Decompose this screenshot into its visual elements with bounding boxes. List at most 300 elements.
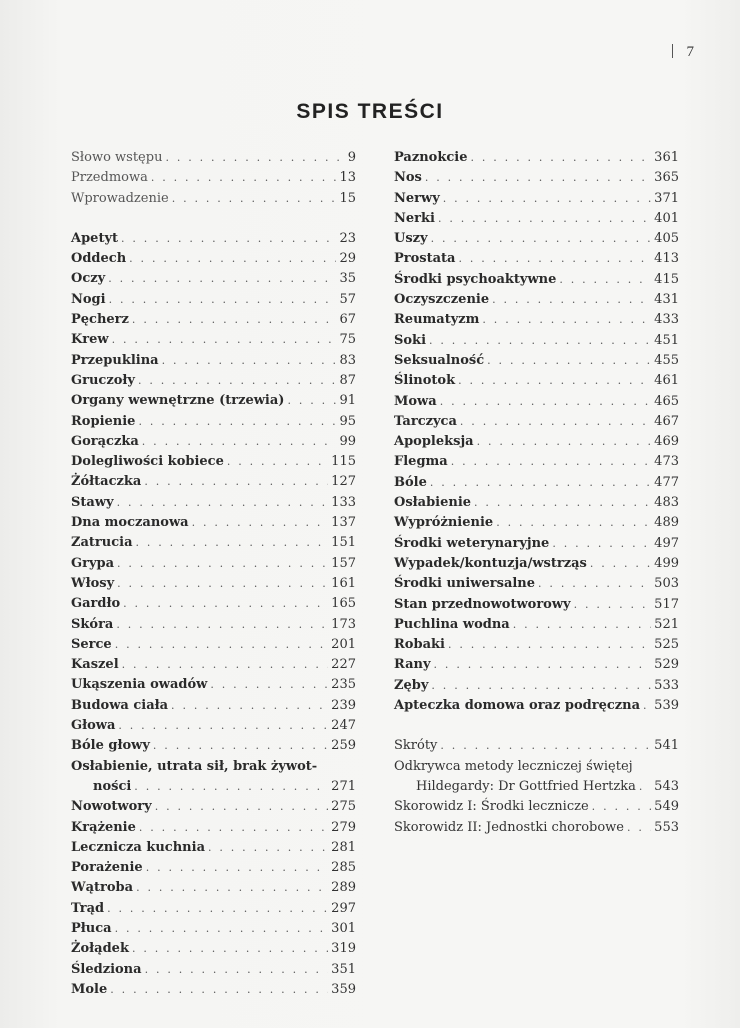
toc-entry-label: Paznokcie [394, 150, 468, 165]
toc-entry-label: Pęcherz [71, 312, 129, 328]
toc-entry-page: 115 [331, 454, 356, 470]
toc-entry[interactable] [394, 534, 679, 554]
toc-entry-page: 289 [331, 880, 356, 896]
toc-entry-label: Rany [394, 657, 431, 673]
toc-entry-page: 137 [331, 515, 356, 531]
toc-entry[interactable] [394, 473, 679, 493]
toc-leader-dots [134, 777, 328, 797]
toc-leader-dots [153, 736, 328, 756]
toc-entry[interactable] [71, 635, 356, 655]
toc-entry-label: Organy wewnętrzne (trzewia) [71, 393, 285, 409]
toc-entry-page: 161 [331, 575, 356, 591]
toc-entry-label: Stan przednowotworowy [394, 596, 571, 612]
toc-entry[interactable] [71, 269, 356, 289]
toc-leader-dots [132, 310, 337, 330]
toc-entry-label: Wypadek/kontuzja/wstrząs [394, 555, 587, 571]
toc-entry[interactable] [71, 716, 356, 736]
toc-leader-dots [552, 534, 651, 554]
toc-entry-label: Przedmowa [71, 170, 148, 186]
toc-entry[interactable] [71, 513, 356, 533]
toc-leader-dots [538, 574, 651, 594]
toc-entry-label: Nos [394, 170, 422, 186]
toc-entry-page: 465 [654, 393, 679, 409]
toc-entry[interactable] [394, 148, 679, 168]
toc-entry[interactable] [394, 513, 679, 533]
toc-left-column [71, 148, 356, 1000]
toc-entry-page: 461 [654, 373, 679, 389]
toc-leader-dots [487, 351, 651, 371]
toc-entry-label: Budowa ciała [71, 697, 169, 713]
toc-leader-dots [471, 148, 652, 168]
toc-entry[interactable] [71, 148, 356, 168]
toc-entry[interactable] [71, 919, 356, 939]
toc-entry-label: Skorowidz II: Jednostki chorobowe [394, 819, 625, 835]
toc-leader-dots [474, 493, 651, 513]
toc-entry-page: 529 [654, 657, 679, 673]
toc-entry[interactable] [71, 554, 356, 574]
toc-entry-page: 539 [654, 698, 679, 714]
toc-tail-list [71, 797, 356, 1000]
toc-leader-dots [142, 432, 337, 452]
toc-entry[interactable] [71, 452, 356, 472]
toc-entry-label: Środki uniwersalne [394, 576, 536, 592]
toc-leader-dots [592, 797, 652, 817]
toc-leader-dots [639, 777, 651, 797]
toc-entry-label-line2: ności [93, 778, 132, 794]
page-title: SPIS TREŚCI [296, 100, 444, 123]
toc-leader-dots [590, 554, 651, 574]
toc-leader-dots [438, 209, 651, 229]
toc-entry-page: 133 [331, 494, 356, 510]
toc-entry-page: 371 [654, 190, 679, 206]
toc-entry[interactable] [71, 899, 356, 919]
toc-entry-label: Lecznicza kuchnia [71, 839, 205, 855]
toc-leader-dots [227, 452, 328, 472]
toc-entry-label: Oczyszczenie [394, 292, 490, 308]
toc-entry-page: 473 [654, 454, 679, 470]
toc-leader-dots [136, 533, 329, 553]
toc-entry-page: 361 [654, 150, 679, 165]
toc-entry-label: Gorączka [71, 433, 139, 449]
toc-entry-page: 9 [347, 150, 356, 165]
toc-entry-page: 279 [331, 819, 356, 835]
toc-entry[interactable] [394, 595, 679, 615]
toc-leader-dots [287, 391, 336, 411]
toc-entry-label: Oddech [71, 251, 127, 267]
toc-entry-label: Skorowidz I: Środki lecznicze [394, 799, 589, 815]
toc-entry-page: 489 [654, 515, 679, 531]
toc-entry-label: Nogi [71, 291, 106, 307]
toc-entry[interactable] [394, 696, 679, 716]
toc-leader-dots [129, 249, 336, 269]
toc-entry-label: Bóle [394, 474, 427, 490]
toc-entry-wrapped[interactable] [71, 757, 356, 798]
toc-entry-page: 301 [331, 920, 356, 936]
toc-entry-page: 157 [331, 555, 356, 571]
toc-entry[interactable] [394, 818, 679, 838]
toc-entry-label: Prostata [394, 251, 456, 267]
toc-entry[interactable] [394, 574, 679, 594]
toc-entry[interactable] [71, 290, 356, 310]
toc-entry-page: 455 [654, 352, 679, 368]
toc-entry[interactable] [394, 229, 679, 249]
toc-entry-page: 297 [331, 900, 356, 916]
toc-entry[interactable] [71, 980, 356, 1000]
toc-entry[interactable] [394, 635, 679, 655]
toc-leader-dots [477, 432, 652, 452]
toc-entry[interactable] [394, 168, 679, 188]
toc-entry[interactable] [394, 554, 679, 574]
toc-entry[interactable] [394, 209, 679, 229]
toc-leader-dots [112, 330, 337, 350]
toc-entry-page: 503 [654, 576, 679, 592]
toc-leader-dots [458, 249, 651, 269]
toc-leader-dots [431, 229, 652, 249]
toc-entry-wrapped[interactable] [394, 757, 679, 798]
toc-entry-page: 549 [654, 799, 679, 815]
toc-entry-label: Płuca [71, 920, 112, 936]
toc-entry-page: 517 [654, 596, 679, 612]
toc-entry-page: 271 [331, 778, 356, 794]
toc-entry[interactable] [394, 452, 679, 472]
toc-leader-dots [431, 676, 651, 696]
toc-entry[interactable] [394, 351, 679, 371]
toc-entry-page: 469 [654, 434, 679, 450]
toc-entry-page: 477 [654, 474, 679, 490]
toc-entry[interactable] [71, 189, 356, 209]
toc-leader-dots [117, 574, 328, 594]
toc-entry-page: 497 [654, 535, 679, 551]
toc-entry-page: 29 [339, 251, 356, 267]
toc-entry-label: Włosy [71, 575, 115, 591]
toc-entry-page: 227 [331, 657, 356, 673]
toc-leader-dots [460, 412, 651, 432]
toc-leader-dots [192, 513, 329, 533]
toc-entry-page: 13 [339, 170, 356, 186]
toc-entry-label: Seksualność [394, 352, 485, 368]
toc-entry[interactable] [71, 675, 356, 695]
toc-leader-dots [443, 189, 651, 209]
toc-entry-page: 99 [339, 433, 356, 449]
toc-leader-dots [440, 392, 651, 412]
toc-entry-label: Skróty [394, 738, 438, 754]
toc-entry-label: Nerwy [394, 190, 440, 206]
toc-leader-dots [109, 290, 337, 310]
toc-entry[interactable] [394, 676, 679, 696]
toc-entry-label: Bóle głowy [71, 738, 150, 754]
toc-entry-label: Wprowadzenie [71, 190, 169, 206]
toc-entry[interactable] [394, 615, 679, 635]
toc-entry-label: Trąd [71, 900, 105, 916]
toc-entry-page: 451 [654, 332, 679, 348]
toc-leader-dots [434, 655, 652, 675]
toc-entry-page: 351 [331, 961, 356, 977]
toc-entry-label-line2: Hildegardy: Dr Gottfried Hertzka [416, 778, 636, 794]
toc-entry-label: Słowo wstępu [71, 150, 163, 165]
toc-entry[interactable] [71, 229, 356, 249]
toc-entry-page: 83 [339, 352, 356, 368]
toc-leader-dots [139, 818, 328, 838]
toc-entry[interactable] [394, 412, 679, 432]
toc-leader-dots [107, 899, 328, 919]
toc-leader-dots [123, 594, 328, 614]
toc-entry-page: 533 [654, 677, 679, 693]
toc-entry-label: Śledziona [71, 961, 142, 977]
toc-entry-page: 467 [654, 413, 679, 429]
toc-leader-dots [117, 493, 329, 513]
toc-entry-page: 91 [339, 393, 356, 409]
toc-entry-page: 201 [331, 636, 356, 652]
toc-leader-dots [145, 960, 329, 980]
toc-entry-label: Tarczyca [394, 413, 457, 429]
toc-leader-dots [138, 412, 336, 432]
toc-leader-dots [117, 554, 328, 574]
toc-leader-dots [136, 878, 328, 898]
toc-entry[interactable] [71, 493, 356, 513]
toc-entry[interactable] [71, 655, 356, 675]
toc-entry-label-line1: Osłabienie, utrata sił, brak żywot- [71, 758, 318, 774]
toc-entry[interactable] [71, 574, 356, 594]
toc-entry-label: Wypróżnienie [394, 515, 494, 531]
toc-appendix-list [394, 736, 679, 756]
toc-entry[interactable] [71, 858, 356, 878]
toc-leader-dots [492, 290, 651, 310]
toc-entry[interactable] [394, 655, 679, 675]
toc-entry-label: Gardło [71, 596, 121, 612]
toc-entry-page: 235 [331, 677, 356, 693]
toc-leader-dots [171, 696, 328, 716]
toc-entry-label: Flegma [394, 454, 448, 470]
toc-entry-label: Krew [71, 332, 109, 348]
toc-entry-page: 67 [339, 312, 356, 328]
toc-entry-label: Grypa [71, 555, 115, 571]
toc-entry-page: 365 [654, 170, 679, 186]
toc-entry-label: Dolegliwości kobiece [71, 454, 224, 470]
toc-entry-label: Ropienie [71, 413, 136, 429]
toc-entry-page: 165 [331, 596, 356, 612]
toc-leader-dots [643, 696, 651, 716]
toc-entry-page: 151 [331, 535, 356, 551]
toc-entry[interactable] [71, 412, 356, 432]
toc-leader-dots [429, 331, 651, 351]
toc-entry-label: Nowotwory [71, 799, 152, 815]
toc-entry[interactable] [71, 533, 356, 553]
toc-entry-label: Środki weterynaryjne [394, 535, 550, 551]
toc-entry-page: 541 [654, 738, 679, 754]
toc-entry[interactable] [71, 818, 356, 838]
toc-entry[interactable] [71, 878, 356, 898]
toc-entry[interactable] [71, 939, 356, 959]
toc-entry-page: 87 [339, 372, 356, 388]
toc-entry-page: 281 [331, 839, 356, 855]
toc-entry-page: 433 [654, 312, 679, 328]
toc-leader-dots [155, 797, 328, 817]
toc-entry[interactable] [71, 330, 356, 350]
toc-entry[interactable] [71, 960, 356, 980]
toc-entry[interactable] [71, 472, 356, 492]
toc-leader-dots [115, 919, 329, 939]
toc-entry[interactable] [71, 168, 356, 188]
toc-main-list [394, 148, 679, 716]
toc-leader-dots [162, 351, 337, 371]
toc-entry[interactable] [394, 392, 679, 412]
toc-entry-page: 405 [654, 231, 679, 247]
toc-entry[interactable] [394, 493, 679, 513]
toc-entry[interactable] [394, 432, 679, 452]
toc-entry-page: 319 [331, 941, 356, 957]
toc-entry-page: 285 [331, 860, 356, 876]
toc-entry-label: Żołądek [71, 941, 129, 957]
toc-entry-label: Zatrucia [71, 535, 133, 551]
toc-entry-label: Nerki [394, 210, 435, 226]
toc-entry[interactable] [71, 249, 356, 269]
toc-entry-page: 275 [331, 799, 356, 815]
toc-entry-label: Ukąszenia owadów [71, 677, 208, 693]
toc-leader-dots [425, 168, 651, 188]
toc-entry-label: Oczy [71, 271, 106, 287]
toc-entry-page: 543 [654, 778, 679, 794]
toc-entry-label: Ślinotok [394, 373, 456, 389]
toc-entry-label: Serce [71, 636, 112, 652]
toc-leader-dots [574, 595, 652, 615]
toc-entry[interactable] [71, 432, 356, 452]
toc-leader-dots [430, 473, 651, 493]
toc-entry[interactable] [71, 594, 356, 614]
toc-entry-page: 23 [339, 230, 356, 246]
toc-entry-page: 173 [331, 616, 356, 632]
toc-leader-dots [146, 858, 328, 878]
toc-entry-page: 239 [331, 697, 356, 713]
toc-leader-dots [165, 148, 344, 168]
toc-entry-label: Reumatyzm [394, 312, 480, 328]
toc-entry[interactable] [394, 797, 679, 817]
toc-entry-label: Skóra [71, 616, 114, 632]
toc-entry-page: 359 [331, 981, 356, 997]
toc-entry-page: 15 [339, 190, 356, 206]
toc-entry-label: Przepuklina [71, 352, 159, 368]
page-number: 7 [672, 44, 695, 61]
toc-entry[interactable] [394, 310, 679, 330]
toc-leader-dots [144, 472, 328, 492]
toc-entry-label: Krążenie [71, 819, 136, 835]
toc-entry-label: Robaki [394, 637, 445, 653]
toc-leader-dots [172, 189, 337, 209]
toc-entry-page: 525 [654, 637, 679, 653]
toc-entry[interactable] [71, 696, 356, 716]
toc-leader-dots [448, 635, 651, 655]
toc-entry[interactable] [71, 371, 356, 391]
toc-entry-page: 499 [654, 555, 679, 571]
toc-entry-label: Porażenie [71, 860, 143, 876]
toc-entry-page: 431 [654, 292, 679, 308]
toc-leader-dots [208, 838, 328, 858]
toc-leader-dots [151, 168, 337, 188]
toc-entry-label: Środki psychoaktywne [394, 271, 557, 287]
toc-entry-label: Apopleksja [394, 434, 474, 450]
toc-entry[interactable] [394, 249, 679, 269]
toc-entry[interactable] [394, 189, 679, 209]
toc-entry-page: 127 [331, 474, 356, 490]
toc-leader-dots [122, 655, 329, 675]
toc-leader-dots [118, 716, 328, 736]
toc-entry-label: Apteczka domowa oraz podręczna [394, 698, 641, 714]
toc-entry[interactable] [71, 797, 356, 817]
toc-leader-dots [121, 229, 336, 249]
toc-entry-label: Głowa [71, 718, 116, 734]
toc-leader-dots [440, 736, 651, 756]
toc-right-column [394, 148, 679, 838]
toc-entry-page: 521 [654, 616, 679, 632]
toc-leader-dots [116, 615, 328, 635]
toc-leader-dots [513, 615, 651, 635]
toc-entry-label: Apetyt [71, 230, 119, 246]
toc-entry[interactable] [394, 290, 679, 310]
toc-leader-dots [627, 818, 651, 838]
toc-entry-page: 35 [339, 271, 356, 287]
toc-entry-label: Gruczoły [71, 372, 135, 388]
toc-intro-list [71, 148, 356, 209]
toc-entry[interactable] [71, 310, 356, 330]
toc-entry-label: Zęby [394, 677, 429, 693]
toc-appendix-list [394, 797, 679, 838]
toc-entry[interactable] [394, 371, 679, 391]
toc-main-list [71, 229, 356, 757]
toc-entry-page: 483 [654, 495, 679, 511]
toc-leader-dots [496, 513, 651, 533]
toc-entry-label: Dna moczanowa [71, 515, 189, 531]
toc-entry-page: 95 [339, 413, 356, 429]
toc-entry-label: Żółtaczka [71, 474, 142, 490]
toc-leader-dots [451, 452, 651, 472]
toc-entry-page: 57 [339, 291, 356, 307]
toc-entry-label: Stawy [71, 494, 114, 510]
toc-entry[interactable] [394, 270, 679, 290]
toc-leader-dots [108, 269, 336, 289]
toc-entry-page: 553 [654, 819, 679, 835]
toc-entry-label: Osłabienie [394, 495, 472, 511]
toc-entry-page: 75 [339, 332, 356, 348]
toc-entry-page: 413 [654, 251, 679, 267]
toc-entry-page: 415 [654, 271, 679, 287]
toc-leader-dots [132, 939, 328, 959]
toc-leader-dots [482, 310, 651, 330]
toc-entry[interactable] [71, 838, 356, 858]
toc-entry-label: Mole [71, 981, 108, 997]
toc-entry-label: Uszy [394, 231, 428, 247]
toc-entry-label: Puchlina wodna [394, 616, 510, 632]
toc-entry[interactable] [71, 391, 356, 411]
toc-leader-dots [138, 371, 337, 391]
toc-entry-label: Kaszel [71, 657, 119, 673]
toc-leader-dots [110, 980, 328, 1000]
toc-entry[interactable] [71, 736, 356, 756]
toc-entry[interactable] [394, 331, 679, 351]
toc-entry-label: Wątroba [71, 880, 134, 896]
toc-entry-page: 259 [331, 738, 356, 754]
toc-entry-page: 247 [331, 718, 356, 734]
toc-leader-dots [115, 635, 328, 655]
toc-entry-label-line1: Odkrywca metody leczniczej świętej [394, 758, 633, 774]
toc-entry-label: Mowa [394, 393, 437, 409]
toc-entry[interactable] [71, 615, 356, 635]
toc-entry-label: Soki [394, 332, 427, 348]
toc-leader-dots [559, 270, 651, 290]
toc-entry[interactable] [394, 736, 679, 756]
toc-leader-dots [210, 675, 328, 695]
toc-leader-dots [458, 371, 651, 391]
toc-entry-page: 401 [654, 210, 679, 226]
toc-entry[interactable] [71, 351, 356, 371]
